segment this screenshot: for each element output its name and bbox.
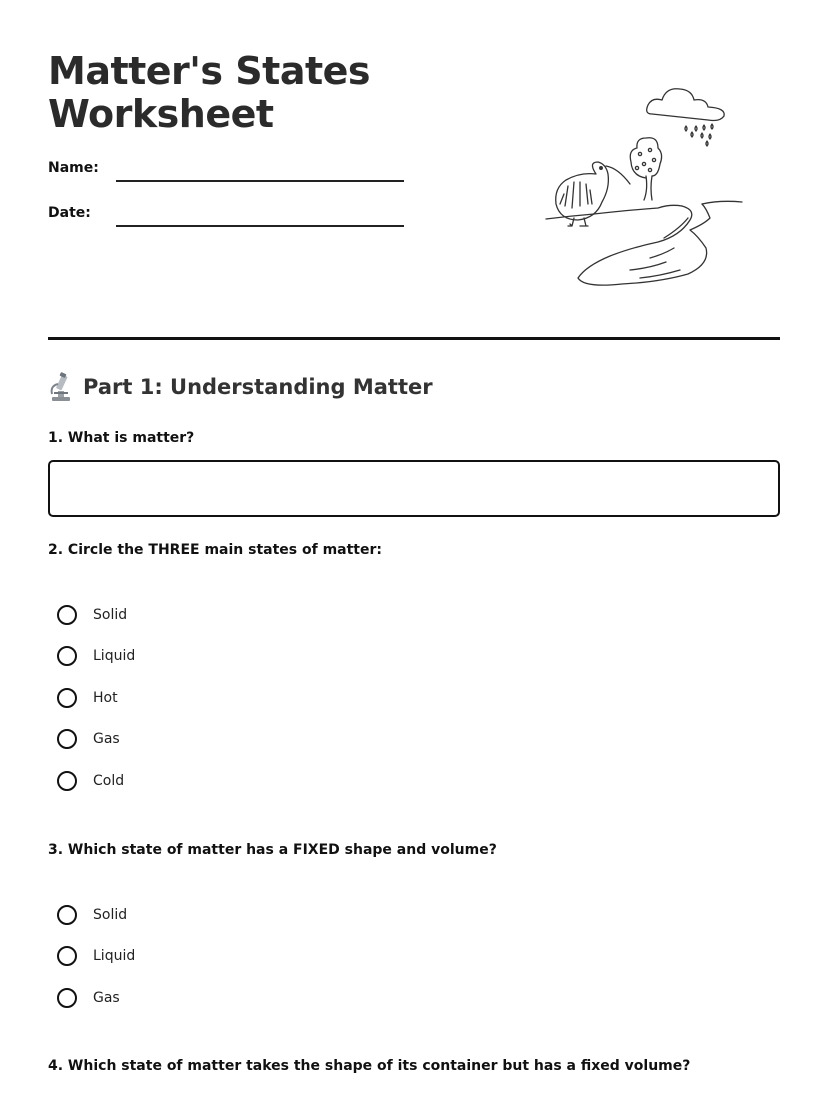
question-1-answer-box[interactable] — [48, 460, 780, 517]
kiwi-river-illustration — [540, 78, 750, 292]
tree-icon — [630, 138, 661, 200]
section-divider — [48, 337, 780, 340]
option-circle-icon[interactable] — [57, 605, 77, 625]
part1-heading — [48, 372, 433, 402]
date-label: Date: — [48, 205, 91, 221]
option-label: Cold — [93, 772, 125, 789]
option-label: Liquid — [93, 948, 136, 965]
question-2-option[interactable] — [57, 677, 135, 719]
microscope-icon — [48, 372, 74, 402]
question-2-option[interactable] — [57, 594, 135, 636]
question-2-option[interactable] — [57, 760, 135, 802]
option-label: Gas — [93, 989, 120, 1006]
question-2: 2. Circle the THREE main states of matter: — [48, 542, 382, 558]
question-1: 1. What is matter? — [48, 430, 195, 446]
river-icon — [546, 201, 742, 285]
part1-title: Part 1: Understanding Matter — [83, 375, 433, 399]
question-2-options — [57, 594, 135, 802]
question-3-option[interactable] — [57, 936, 135, 978]
question-3-options — [57, 894, 135, 1019]
option-label: Liquid — [93, 648, 136, 665]
name-field[interactable] — [116, 180, 404, 182]
option-circle-icon[interactable] — [57, 988, 77, 1008]
date-field[interactable] — [116, 225, 404, 227]
name-label: Name: — [48, 160, 99, 176]
option-label: Hot — [93, 689, 118, 706]
cloud-icon — [647, 89, 725, 121]
worksheet-title-line1: Matter's States — [48, 49, 371, 93]
question-4: 4. Which state of matter takes the shape of its container but has a fixed volume? — [48, 1058, 691, 1074]
question-3-option[interactable] — [57, 977, 135, 1019]
option-circle-icon[interactable] — [57, 905, 77, 925]
option-circle-icon[interactable] — [57, 729, 77, 749]
question-3: 3. Which state of matter has a FIXED shape and volume? — [48, 842, 497, 858]
rain-drops-icon — [685, 124, 713, 146]
option-circle-icon[interactable] — [57, 946, 77, 966]
question-2-option[interactable] — [57, 719, 135, 761]
option-label: Gas — [93, 731, 120, 748]
option-label: Solid — [93, 906, 128, 923]
option-circle-icon[interactable] — [57, 688, 77, 708]
option-circle-icon[interactable] — [57, 646, 77, 666]
option-circle-icon[interactable] — [57, 771, 77, 791]
worksheet-title-line2: Worksheet — [48, 92, 274, 136]
question-3-option[interactable] — [57, 894, 135, 936]
option-label: Solid — [93, 606, 128, 623]
question-2-option[interactable] — [57, 636, 135, 678]
worksheet-title — [48, 50, 370, 136]
